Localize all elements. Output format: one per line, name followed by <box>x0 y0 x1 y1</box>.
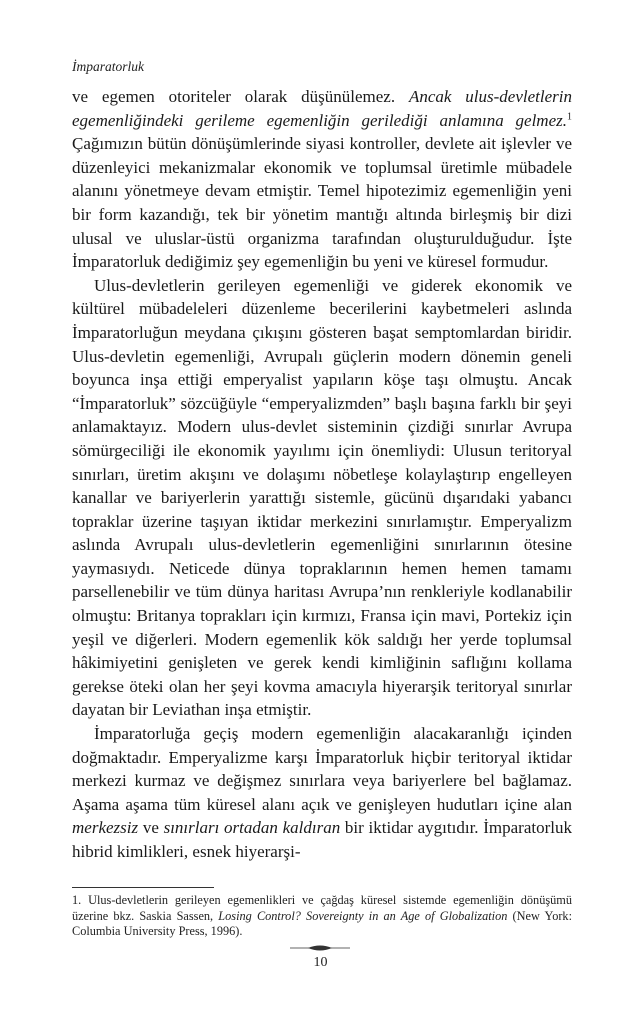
text-run: ve egemen otoriteler olarak düşünülemez. <box>72 87 409 106</box>
paragraph-1 <box>72 85 572 274</box>
body-text <box>72 85 572 864</box>
footnote <box>72 893 572 940</box>
italic-text: Losing Control? Sovereignty in an Age of Globalization <box>218 908 508 923</box>
footnote-rule <box>72 887 214 888</box>
text-run: (New York: Columbia University Press, 1996). <box>72 908 572 938</box>
text-run: İmparatorluğa geçiş modern egemenliğin alacakaranlığı içinden doğmaktadır. Emperyalizme karşı İmparatorluk hiçbir teritoryal iktidar merkezi kurmaz ve değişmez sınırlara veya bariyerlere bel bağlamaz. Aşama aşama tüm küresel alanı açık ve genişleyen hudutları içine alan <box>72 724 572 814</box>
footnote-marker: 1 <box>567 110 572 122</box>
text-run: Ulus-devletlerin gerileyen egemenliği ve giderek ekonomik ve kültürel mübadeleleri düzenleme becerilerini kaybetmeleri aslında İmparatorluğun meydana çıkışını gösteren başat semptomlardan biridir. Ulus-devletin egemenliği, Avrupalı güçlerin modern dönemin geneli boyunca inşa ettiği emperyalist yapıların köşe taşı olmuştu. Ancak “İmparatorluk” sözcüğüyle “emperyalizmden” başlı başına farklı bir şeyi anlamaktayız. Modern ulus-devlet sisteminin çizdiği sınırlar Avrupa sömürgeciliği ile ekonomik yayılımı için önemliydi: Ulusun teritoryal sınırları, üretim akışını ve dolaşımı nöbetleşe kolaylaştırıp engelleyen kanallar ve bariyerlerin yarattığı sistemle, gücünü dışarıdaki yabancı topraklar üzerine taşıyan iktidar merkezini sınırlamıştır. Emperyalizm aslında Avrupalı ulus-devletlerin egemenliğini sınırlarının ötesine yaymasıydı. Neticede dünya topraklarının hemen hemen tamamı parsellenebilir ve tüm dünya haritası Avrupa’nın renkleriyle kodlanabilir olmuştu: Britanya toprakları için kırmızı, Fransa için mavi, Portekiz için yeşil ve diğerleri. Modern egemenlik kök saldığı her yerde toplumsal hâkimiyetini genişleten ve gerek kendi kimliğinin saflığını kollama gerekse öteki olan her şeyi kovma amacıyla hiyerarşik teritoryal sınırlar dayatan bir Leviathan inşa etmiştir. <box>72 275 572 720</box>
text-run: bir iktidar aygıtıdır. İmparatorluk hibrid kimlikleri, esnek hiyerarşi- <box>72 818 573 861</box>
paragraph-3 <box>72 722 572 864</box>
running-head: İmparatorluk <box>72 59 144 74</box>
page-number: 10 <box>313 955 328 970</box>
paragraph-2 <box>72 274 572 722</box>
page-ornament-icon <box>290 944 350 952</box>
italic-text: merkezsiz <box>72 818 139 838</box>
text-run: 1. Ulus-devletlerin gerileyen egemenlikleri ve çağdaş küresel sistemde egemenliğin dönüşümü üzerine bkz. Saskia Sassen, <box>72 893 572 923</box>
italic-text: sınırları ortadan kaldıran <box>163 818 341 838</box>
italic-text: Ancak ulus-devletlerin egemenliğindeki gerileme egemenliğin gerilediği anlamına gelmez. <box>72 87 572 130</box>
text-run: Çağımızın bütün dönüşümlerinde siyasi kontroller, devlete ait işlevler ve düzenleyici mekanizmalar ekonomik ve toplumsal üretimle mübadele alanını yönetmeye devam etmiştir. Temel hipotezimiz egemenliğin yeni bir form kazandığı, tek bir yönetim mantığı altında birleşmiş bir dizi ulusal ve uluslar-üstü organizma tarafından oluşturulduğudur. İşte İmparatorluk dediğimiz şey egemenliğin bu yeni ve küresel formudur. <box>72 134 572 272</box>
text-run: ve <box>138 818 164 838</box>
